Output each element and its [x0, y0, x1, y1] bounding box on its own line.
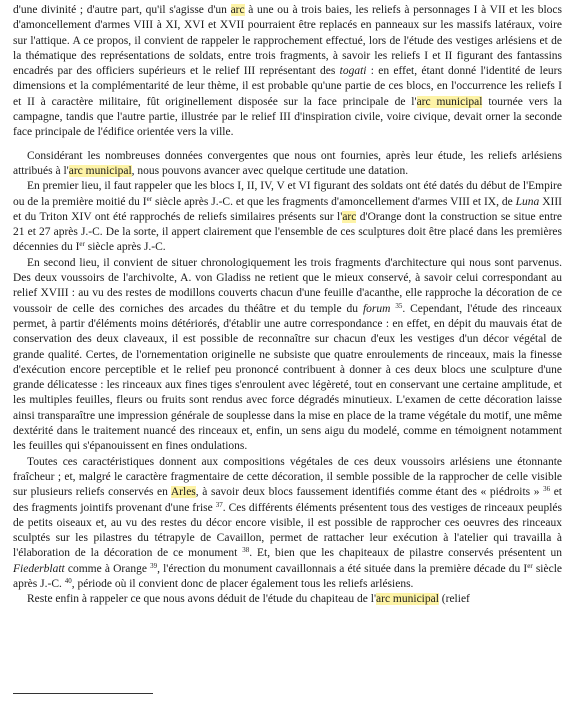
body-paragraph — [13, 149, 562, 180]
highlighted-term: arc municipal — [376, 593, 439, 606]
text-run: Considérant les nombreuses données convergentes que nous ont fournies, après leur étude, les reliefs arlésiens attribués à l' — [13, 149, 562, 177]
text-run: (relief — [438, 593, 470, 606]
superscript: er — [527, 561, 533, 570]
text-run: , nous pouvons avancer avec quelque certitude une datation. — [131, 164, 409, 177]
highlighted-term: arc municipal — [416, 95, 483, 108]
italic-term: Fiederblatt — [13, 562, 65, 575]
highlighted-term: Arles — [170, 486, 196, 499]
body-paragraph — [13, 179, 562, 255]
text-run: siècle après J.-C. et que les fragments d'amoncellement d'armes VIII et IX, de — [152, 195, 516, 208]
superscript: 36 — [543, 485, 551, 494]
text-run: siècle après J.-C. — [84, 241, 166, 254]
superscript: er — [79, 240, 85, 249]
text-run: . Ces différents éléments présentent tous des vestiges de rinceaux peuplés de petits oiseaux et, au vu des restes du décor encore visible, il est possible de rapprocher ces oeuvres des rinceaux sculptés sur les pilastres du tétrapyle de Cavaillon, permet de rattacher leur exécution à l'atelier qui travailla à l'élaboration de la décoration de ce monument — [13, 501, 562, 560]
superscript: 39 — [150, 561, 158, 570]
text-run: En premier lieu, il faut rappeler que les blocs I, II, IV, V et VI figurant des soldats ont été datés du début de l'Empire ou de la première moitié du I — [13, 180, 562, 208]
text-run: et des fragments jointifs provenant d'une frise — [13, 486, 562, 514]
text-run: tournée vers la campagne, tandis que l'autre partie, illustrée par le relief III d'inspiration civile, voire civique, devait orner la seconde face principale de l'édifice orientée vers la ville. — [13, 95, 562, 139]
italic-term: Luna — [515, 195, 540, 208]
superscript: 35 — [395, 301, 403, 310]
text-run: . Cependant, l'étude des rinceaux permet, à partir d'éléments moins détériorés, d'établir une autre correspondance : en effet, en dépit du mauvais état de conservation des deux claveaux, il est possible de reconnaître sur chacun d'eux les vestiges d'un décor végétal de grande qualité. Certes, de l'ornementation originelle ne subsiste que quatre enroulements de rinceaux, mais la finesse d'exécution encore perceptible et le relief peu prononcé contribuent à donner à ces deux blocs une sculpture d'une grande délicatesse : les rinceaux aux fines tiges s'enroulent avec légèreté, tout en conservant une certaine amplitude, et les multiples feuilles, fleurs ou fruits sont rendus avec force dégradés minutieux. L'examen de cette décoration laisse ainsi transparaître une impression générale de souplesse dans la mise en place de la trame végétale du motif, une même dextérité dans le traitement nuancé des rinceaux et, enfin, un sens aigu du modelé, comme en témoignent notamment les feuilles qui s'épanouissent en fines ondulations. — [13, 302, 562, 453]
text-run: d'une divinité ; d'autre part, qu'il s'agisse d'un — [13, 4, 231, 16]
text-run: , l'érection du monument cavaillonnais a été située dans la première décade du I — [157, 562, 528, 575]
italic-term: forum — [362, 302, 391, 315]
body-paragraph — [13, 455, 562, 593]
text-run: En second lieu, il convient de situer chronologiquement les trois fragments d'architecture qui nous sont parvenus. Des deux voussoirs de l'archivolte, A. von Gladiss ne retient que le mieux conservé, à savoir celui correspondant au relief XVIII : au vu des restes de modillons couverts chacun d'une feuille d'acanthe, elle rapproche la décoration de ce voussoir de celle des corniches des arcades du théâtre et du temple du — [13, 256, 562, 315]
footnote-separator — [13, 693, 153, 694]
highlighted-term: arc municipal — [68, 164, 132, 177]
text-run: à une ou à trois baies, les reliefs à personnages I à VII et les blocs d'amoncellement d'armes VIII à XI, XVI et XVII pourraient être replacés en panneaux sur les massifs latéraux, voire sur l'attique. A ce propos, il convient de rappeler le rapprochement effectué, lors de l'étude des vestiges arlésiens et de la thématique des représentations de soldats, entre trois fragments, à savoir les reliefs I et II figurant des fantassins encadrés par des officiers supérieurs et le relief III représentant des — [13, 4, 562, 78]
text-run: siècle après J.-C. — [13, 562, 563, 590]
paragraph-gap — [13, 141, 562, 149]
text-run: comme à Orange — [64, 562, 151, 575]
text-run: , période où il convient donc de placer également tous les reliefs arlésiens. — [71, 577, 414, 590]
body-paragraph — [13, 592, 562, 607]
superscript: 38 — [242, 546, 250, 555]
text-run: Reste enfin à rappeler ce que nous avons déduit de l'étude du chapiteau de l' — [27, 593, 377, 606]
text-run: , à savoir deux blocs faussement identifiés comme étant des « piédroits » — [195, 486, 544, 499]
superscript: 37 — [215, 500, 223, 509]
body-paragraph — [13, 3, 562, 141]
superscript: er — [146, 194, 153, 203]
highlighted-term: arc — [342, 210, 357, 223]
text-run: d'Orange dont la construction se situe entre 21 et 27 après J.-C. De la sorte, il appert clairement que l'ensemble de ces sculptures doit être placé dans les premières décennies du I — [13, 210, 562, 254]
text-run: XIII et du Triton XIV ont été rapprochés de reliefs similaires présents sur l' — [13, 195, 562, 223]
italic-term: togati — [339, 65, 367, 78]
text-run: Toutes ces caractéristiques donnent aux compositions végétales de ces deux voussoirs arlésiens une étonnante fraîcheur ; et, malgré le caractère fragmentaire de cette décoration, il semble possible de la rapprocher de celle visible sur plusieurs reliefs conservés en — [13, 455, 562, 499]
highlighted-term: arc — [230, 4, 245, 16]
body-paragraph — [13, 256, 562, 455]
text-run: : en effet, étant donné l'identité de leurs dimensions et la complémentarité de leur thème, il est probable qu'une partie de ces blocs, en l'occurrence les reliefs I et II à caractère militaire, fût originellement disposée sur la face principale de l' — [13, 65, 562, 108]
text-run: . Et, bien que les chapiteaux de pilastre conservés présentent un — [249, 547, 562, 560]
superscript: 40 — [64, 576, 72, 585]
